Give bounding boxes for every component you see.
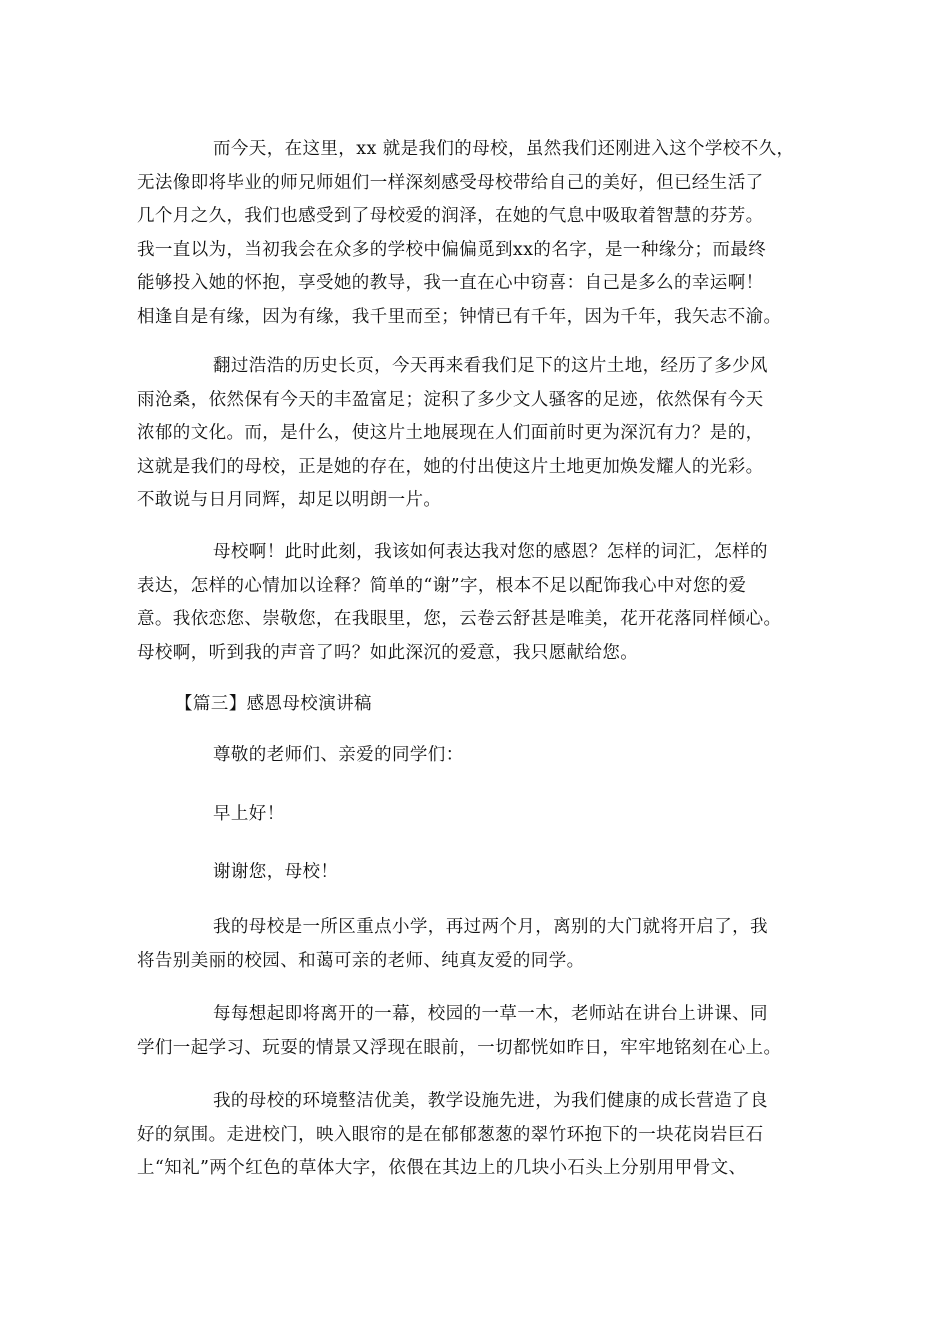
text-line: 早上好！ <box>213 804 285 824</box>
text-line: 上“知礼”两个红色的草体大字，依偎在其边上的几块小石头上分别用甲骨文、 <box>137 1158 747 1178</box>
section-heading <box>137 688 837 722</box>
text-line: 而今天，在这里，xx 就是我们的母校，虽然我们还刚进入这个学校不久， <box>213 139 795 159</box>
paragraph-3 <box>137 536 837 670</box>
text-line: 相逢自是有缘，因为有缘，我千里而至；钟情已有千年，因为千年，我矢志不渝。 <box>137 306 782 327</box>
paragraph-2 <box>137 350 837 518</box>
text-line: 我的母校是一所区重点小学，再过两个月，离别的大门就将开启了，我 <box>213 917 768 937</box>
text-line: 母校啊！此时此刻，我该如何表达我对您的感恩？怎样的词汇，怎样的 <box>213 542 768 562</box>
text-line: 意。我依恋您、崇敬您，在我眼里，您，云卷云舒甚是唯美，花开花落同样倾心。 <box>137 609 782 629</box>
paragraph-5 <box>137 998 837 1065</box>
text-line: 不敢说与日月同辉，却足以明朗一片。 <box>137 490 442 510</box>
paragraph-4 <box>137 911 837 978</box>
text-line: 我一直以为，当初我会在众多的学校中偏偏觅到xx的名字，是一种缘分；而最终 <box>137 239 767 260</box>
text-line: 几个月之久，我们也感受到了母校爱的润泽，在她的气息中吸取着智慧的芬芳。 <box>137 206 764 226</box>
text-line: 这就是我们的母校，正是她的存在，她的付出使这片土地更加焕发耀人的光彩。 <box>137 456 764 477</box>
text-line: 将告别美丽的校园、和蔼可亲的老师、纯真友爱的同学。 <box>137 950 585 971</box>
text-line: 翻过浩浩的历史长页，今天再来看我们足下的这片土地，经历了多少风 <box>213 356 768 376</box>
heading-text: 【篇三】感恩母校演讲稿 <box>175 694 372 714</box>
text-line: 雨沧桑，依然保有今天的丰盈富足；淀积了多少文人骚客的足迹，依然保有今天 <box>137 389 764 410</box>
text-line: 学们一起学习、玩耍的情景又浮现在眼前，一切都恍如昨日，牢牢地铭刻在心上。 <box>137 1037 782 1058</box>
text-line: 无法像即将毕业的师兄师姐们一样深刻感受母校带给自己的美好，但已经生活了 <box>137 172 764 193</box>
text-line: 我的母校的环境整洁优美，教学设施先进，为我们健康的成长营造了良 <box>213 1091 768 1111</box>
text-line: 谢谢您，母校！ <box>213 862 339 882</box>
greeting-morning <box>137 798 837 832</box>
text-line: 尊敬的老师们、亲爱的同学们： <box>213 745 464 765</box>
paragraph-1 <box>137 133 837 334</box>
text-line: 母校啊，听到我的声音了吗？如此深沉的爱意，我只愿献给您。 <box>137 642 639 663</box>
paragraph-6 <box>137 1085 837 1186</box>
text-line: 好的氛围。走进校门，映入眼帘的是在郁郁葱葱的翠竹环抱下的一块花岗岩巨石 <box>137 1124 764 1145</box>
greeting-thanks <box>137 856 837 890</box>
greeting-salutation <box>137 739 837 773</box>
text-line: 每每想起即将离开的一幕，校园的一草一木，老师站在讲台上讲课、同 <box>213 1004 768 1024</box>
text-line: 表达，怎样的心情加以诠释？简单的“谢”字，根本不足以配饰我心中对您的爱 <box>137 575 747 596</box>
text-line: 浓郁的文化。而，是什么，使这片土地展现在人们面前时更为深沉有力？是的， <box>137 423 764 443</box>
text-line: 能够投入她的怀抱，享受她的教导，我一直在心中窃喜：自己是多么的幸运啊！ <box>137 273 764 293</box>
